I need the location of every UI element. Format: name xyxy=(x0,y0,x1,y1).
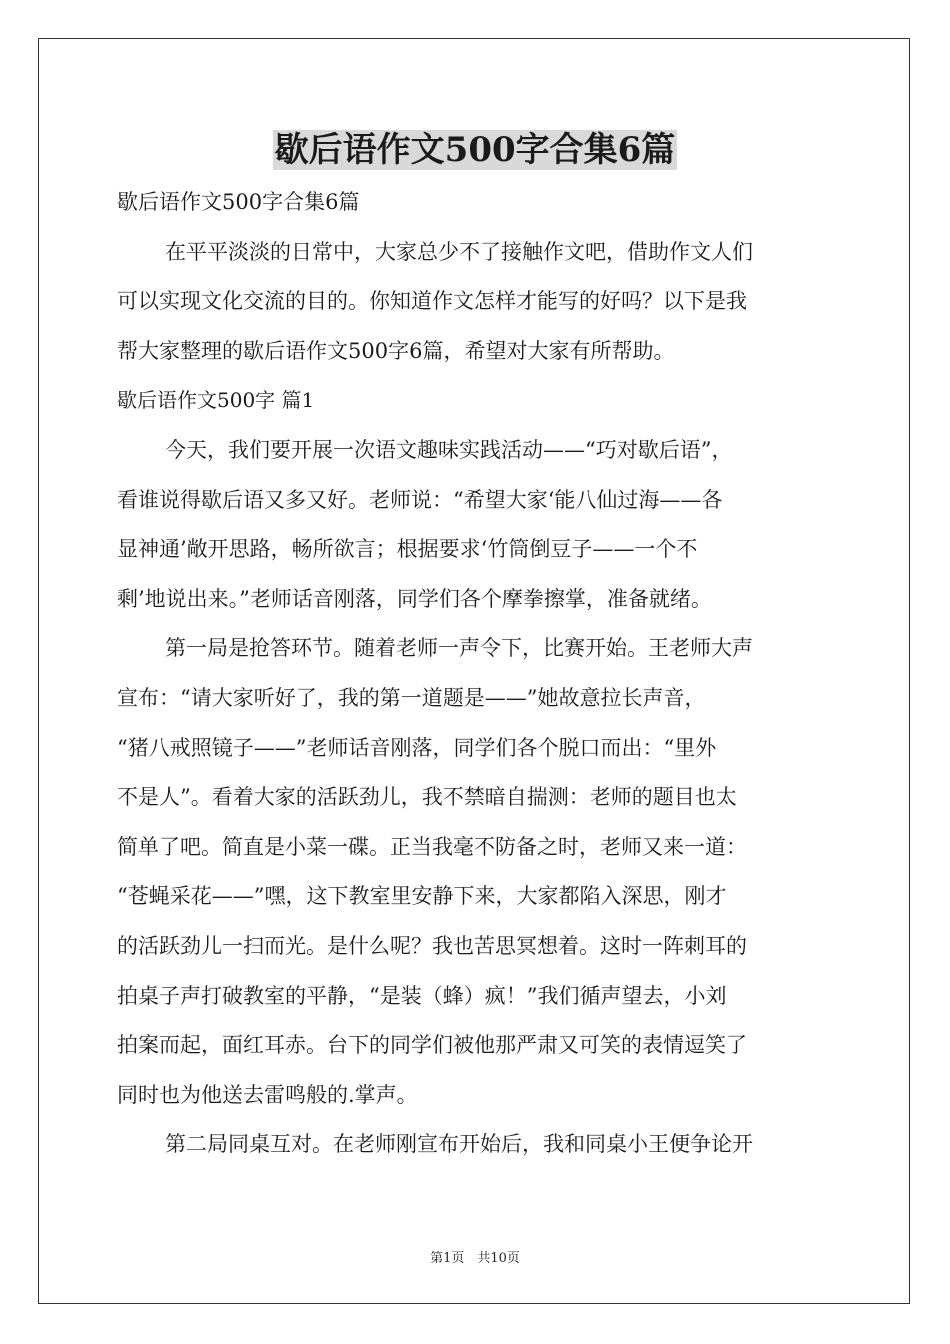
text-line: 拍案而起，面红耳赤。台下的同学们被他那严肃又可笑的表情逗笑了 xyxy=(117,1033,747,1058)
paragraph-lines xyxy=(117,228,833,1170)
text-line: 简单了吧。简直是小菜一碟。正当我毫不防备之时，老师又来一道： xyxy=(117,834,747,859)
text-line: 显神通’敞开思路，畅所欲言；根据要求‘竹筒倒豆子——一个不 xyxy=(117,537,698,562)
text-line: “苍蝇采花——”嘿，这下教室里安静下来，大家都陷入深思，刚才 xyxy=(117,884,727,909)
text-line: 剩’地说出来。”老师话音刚落，同学们各个摩拳擦掌，准备就绪。 xyxy=(117,586,712,611)
section-heading: 歇后语作文500字 篇1 xyxy=(117,388,315,413)
text-line: 拍桌子声打破教室的平静，“是装（蜂）疯！”我们循声望去，小刘 xyxy=(117,983,727,1008)
text-line: 宣布：“请大家听好了，我的第一道题是——”她故意拉长声音， xyxy=(117,685,706,710)
document-subtitle: 歇后语作文500字合集6篇 xyxy=(117,190,360,214)
page-title-text: 歇后语作文500字合集6篇 xyxy=(274,130,676,170)
text-line: “猪八戒照镜子——”老师话音刚落，同学们各个脱口而出：“里外 xyxy=(117,735,717,760)
text-line: 看谁说得歇后语又多又好。老师说：“希望大家‘能八仙过海——各 xyxy=(117,487,723,512)
text-line: 同时也为他送去雷鸣般的.掌声。 xyxy=(117,1082,418,1107)
text-line: 第二局同桌互对。在老师刚宣布开始后，我和同桌小王便争论开 xyxy=(165,1132,753,1157)
page-title xyxy=(0,128,950,172)
text-line: 帮大家整理的歇后语作文500字6篇，希望对大家有所帮助。 xyxy=(117,338,675,363)
text-line: 在平平淡淡的日常中，大家总少不了接触作文吧，借助作文人们 xyxy=(165,239,753,264)
text-line: 第一局是抢答环节。随着老师一声令下，比赛开始。王老师大声 xyxy=(165,636,753,661)
text-line: 可以实现文化交流的目的。你知道作文怎样才能写的好吗？以下是我 xyxy=(117,289,747,314)
text-line: 今天，我们要开展一次语文趣味实践活动——“巧对歇后语”， xyxy=(165,437,733,462)
text-line: 的活跃劲儿一扫而光。是什么呢？我也苦思冥想着。这时一阵刺耳的 xyxy=(117,933,747,958)
document-body xyxy=(117,178,833,1170)
text-line: 不是人”。看着大家的活跃劲儿，我不禁暗自揣测：老师的题目也太 xyxy=(117,785,737,810)
page-number-footer: 第1页 共10页 xyxy=(430,1251,520,1266)
